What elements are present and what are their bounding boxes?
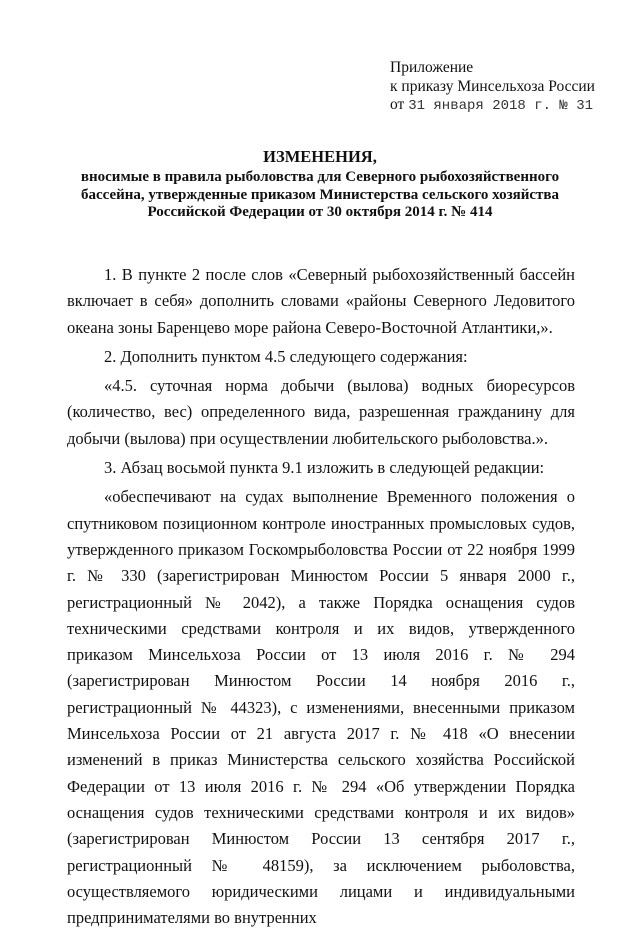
annex-header [390, 59, 595, 116]
quoted-paragraph-9-1: «обеспечивают на судах выполнение Временного положения о спутниковом позиционном контроле иностранных промысловых судов, утвержденного приказом Госкомрыболовства России от 22 ноября 1999 г. № 330 (зарегистрирован Минюстом России 5 января 2000 г., регистрационный № 2042), а также Порядка оснащения судов техническими средствами контроля и их видов, утвержденного приказом Минсельхоза России от 13 июля 2016 г. № 294 (зарегистрирован Минюстом России 14 ноября 2016 г., регистрационный № 44323), с изменениями, внесенными приказом Минсельхоза России от 21 августа 2017 г. № 418 «О внесении изменений в приказ Министерства сельского хозяйства Российской Федерации от 13 июля 2016 г. № 294 «Об утверждении Порядка оснащения судов техническими средствами контроля и их видов» (зарегистрирован Минюстом России 13 сентября 2017 г., регистрационный № 48159), за исключением рыболовства, осуществляемого юридическими лицами и индивидуальными предпринимателями во внутренних [67, 487, 575, 928]
quoted-paragraph-4-5: «4.5. суточная норма добычи (вылова) водных биоресурсов (количество, вес) определенного вида, разрешенная гражданину для добычи (вылова) при осуществлении любительского рыболовства.». [67, 376, 575, 448]
annex-date-value: 31 января 2018 г. № 31 [408, 98, 594, 114]
paragraph-item-1: 1. В пункте 2 после слов «Северный рыбохозяйственный бассейн включает в себя» дополнить словами «районы Северного Ледовитого океана зоны Баренцево море района Северо-Восточной Атлантики,». [67, 265, 575, 337]
annex-label: Приложение [390, 59, 474, 76]
paragraph-item-3: 3. Абзац восьмой пункта 9.1 изложить в следующей редакции: [104, 458, 545, 478]
document-title: ИЗМЕНЕНИЯ, [263, 147, 377, 166]
annex-order-reference: к приказу Минсельхоза России [390, 77, 595, 95]
document-body [67, 262, 575, 931]
annex-date-prefix: от [390, 96, 405, 113]
document-title-block [60, 146, 580, 222]
document-subtitle: вносимые в правила рыболовства для Северного рыбохозяйственного бассейна, утвержденные приказом Министерства сельского хозяйства Российской Федерации от 30 октября 2014 г. № 414 [80, 169, 560, 220]
annex-order-date [390, 96, 595, 116]
paragraph-item-2: 2. Дополнить пунктом 4.5 следующего содержания: [104, 346, 468, 366]
